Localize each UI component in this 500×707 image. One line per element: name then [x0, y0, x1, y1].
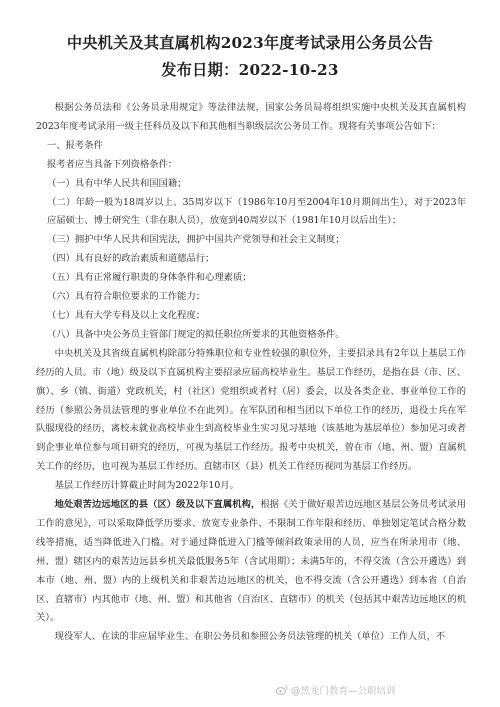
requirement-item: （六）具有符合职位要求的工作能力； [47, 291, 206, 303]
document-body [36, 99, 466, 647]
experience-cutoff: 基层工作经历计算截止时间为2022年10月。 [54, 480, 239, 492]
publish-date: 发布日期：2022-10-23 [161, 61, 339, 79]
requirements-lead: 报考者应当具备下列资格条件： [47, 158, 178, 170]
remote-area-text: 根据《关于做好艰苦边远地区基层公务员考试录用工作的意见》，可以采取降低学历要求、放宽专业条件、不限制工作年限和经历、单独划定笔试合格分数线等措施，适当降低进入门槛。对于通过降低进入门槛等倾斜政策录用的人员，应当在所录用市（地、州、盟）辖区内的艰苦边远县乡机关最低服务5年（含试用期）；未满5年的，不得交流（含公开遴选）到本市（地、州、盟）内的上级机关和非艰苦边远地区的机关，也不得交流（含公开遴选）到本省（自治区、直辖市）内其他市（地、州、盟）和其他省（自治区、直辖市）的机关（包括其中艰苦边远地区的机关）。 [36, 499, 466, 624]
requirement-item: （七）具有大学专科及以上文化程度； [47, 309, 206, 321]
requirement-item: （四）具有良好的政治素质和道德品行； [47, 253, 215, 265]
requirement-item: （三）拥护中华人民共和国宪法，拥护中国共产党领导和社会主义制度； [47, 234, 345, 246]
remote-area-lead: 地处艰苦边远地区的县（区）级及以下直属机构， [54, 499, 261, 511]
requirement-item: （二）年龄一般为18周岁以上、35周岁以下（1986年10月至2004年10月期间出生），对于2023年应届硕士、博士研究生（非在职人员），放宽到40周岁以下（1981年10月以后出生）； [47, 196, 466, 227]
intro-paragraph: 根据公务员法和《公务员录用规定》等法律法规，国家公务员局将组织实施中央机关及其直属机构2023年度考试录用一级主任科员及以下和其他相当职级层次公务员工作。现将有关事项公告如下： [36, 102, 466, 132]
document-title: 中央机关及其直属机构2023年度考试录用公务员公告 [66, 34, 434, 52]
section-heading: 一、报考条件 [47, 139, 103, 151]
experience-paragraph: 中央机关及其省级直属机构除部分特殊职位和专业性较强的职位外，主要招录具有2年以上基层工作经历的人员。市（地）级及以下直属机构主要招录应届高校毕业生。基层工作经历，是指在县（市、区、旗）、乡（镇、街道）党政机关，村（社区）党组织或者村（居）委会，以及各类企业、事业单位工作的经历（参照公务员法管理的事业单位不在此列）。在军队团和相当团以下单位工作的经历，退役士兵在军队服现役的经历，离校未就业高校毕业生到高校毕业生实习见习基地（该基地为基层单位）参加见习或者到企事业单位参与项目研究的经历，可视为基层工作经历。报考中央机关，曾在市（地、州、盟）直属机关工作的经历，也可视为基层工作经历。直辖市区（县）机关工作经历视同为基层工作经历。 [36, 347, 466, 473]
remote-area-paragraph [36, 496, 466, 628]
last-paragraph: 现役军人、在读的非应届毕业生、在职公务员和参照公务员法管理的机关（单位）工作人员，不 [54, 631, 446, 643]
watermark [276, 683, 396, 697]
weibo-icon [276, 685, 288, 695]
watermark-text: @黑龙门教育—公职培训 [291, 686, 396, 697]
requirement-item: （一）具有中华人民共和国国籍； [47, 177, 187, 189]
requirement-item: （八）具备中央公务员主管部门规定的拟任职位所要求的其他资格条件。 [47, 328, 345, 340]
requirement-item: （五）具有正常履行职责的身体条件和心理素质； [47, 272, 252, 284]
